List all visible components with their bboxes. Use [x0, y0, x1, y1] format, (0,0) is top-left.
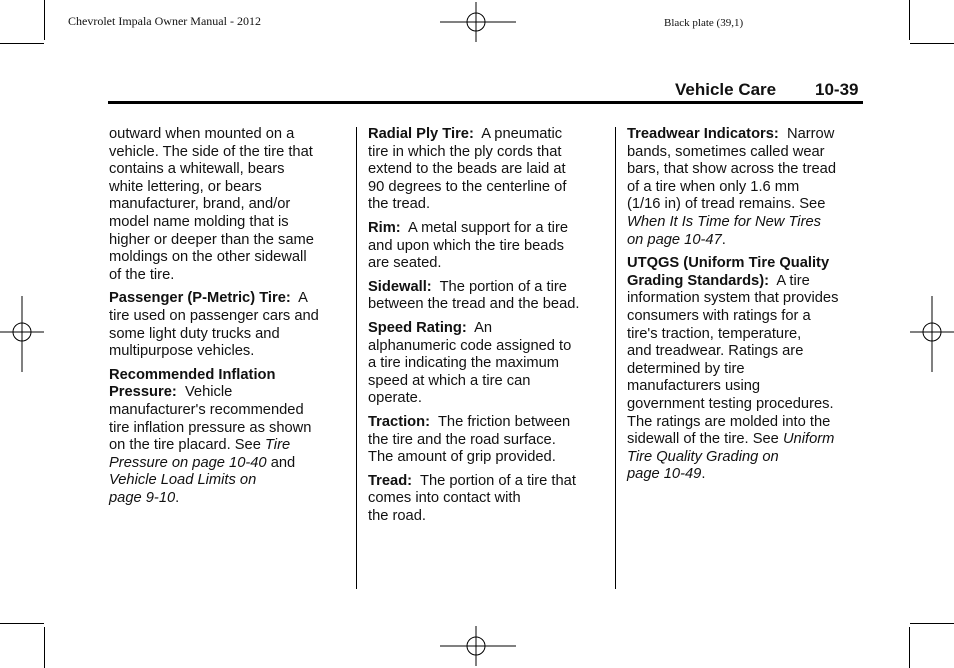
column-1: [109, 126, 349, 513]
term-label: Traction:: [368, 413, 431, 430]
column-divider: [356, 127, 357, 589]
definition-tread: Tread: The portion of a tire that comes into contact with the road.: [368, 472, 576, 524]
crop-mark: [909, 627, 910, 668]
definition-speed-rating: Speed Rating: An alphanumeric code assigned to a tire indicating the maximum speed at which a tire can operate.: [368, 319, 572, 407]
definition-recommended-inflation: Recommended Inflation Pressure: Vehicle manufacturer's recommended tire inflation pressure as shown on the tire placard. See Tire Pressure on page 10-40 and Vehicle Load Limits on page 9-10.: [109, 366, 312, 506]
definition-passenger-tire: Passenger (P-Metric) Tire: A tire used on passenger cars and some light duty trucks and multipurpose vehicles.: [109, 290, 319, 360]
term-label: Tread:: [368, 472, 413, 489]
crop-mark: [0, 43, 44, 44]
column-divider: [615, 127, 616, 589]
page-reference-link[interactable]: page 9-10: [109, 489, 176, 506]
definition-utqgs: UTQGS (Uniform Tire Quality Grading Standards): A tire information system that provides consumers with ratings for a tire's traction, temperature, and treadwear. Ratings are determined by tire manufacturers using government testing procedures. The ratings are molded into the sidewall of the tire. See Uniform Tire Quality Grading on page 10-49.: [627, 255, 839, 483]
page-number: 10-39: [815, 80, 859, 99]
registration-mark-icon: [440, 626, 516, 666]
definition-rim: Rim: A metal support for a tire and upon which the tire beads are seated.: [368, 219, 569, 272]
term-label: Rim:: [368, 219, 401, 236]
term-label: Pressure:: [109, 384, 177, 401]
page-reference-link[interactable]: Pressure on page 10-40: [109, 454, 267, 471]
page-reference-link[interactable]: Tire: [264, 437, 291, 454]
page-reference-link[interactable]: When It Is Time for New Tires: [627, 213, 821, 230]
page-reference-link[interactable]: Vehicle Load Limits on: [109, 472, 257, 489]
definition-radial-ply: Radial Ply Tire: A pneumatic tire in which the ply cords that extend to the beads are laid at 90 degrees to the centerline of the tread.: [368, 126, 567, 213]
definition-treadwear-indicators: Treadwear Indicators: Narrow bands, sometimes called wear bars, that show across the tread of a tire when only 1.6 mm (1/16 in) of tread remains. See When It Is Time for New Tires on page 10-47.: [627, 126, 836, 248]
term-label: Grading Standards):: [627, 272, 769, 289]
term-label: Radial Ply Tire:: [368, 126, 474, 142]
plate-label: Black plate (39,1): [664, 17, 744, 29]
crop-mark: [0, 623, 44, 624]
term-label: UTQGS (Uniform Tire Quality: [627, 255, 830, 272]
crop-mark: [44, 0, 45, 40]
registration-mark-icon: [910, 296, 954, 372]
crop-mark: [910, 623, 954, 624]
sidewall-continuation: outward when mounted on a vehicle. The side of the tire that contains a whitewall, bears white lettering, or bears manufacturer, brand, and/or model name molding that is higher or deeper than the same moldings on the other sidewall of the tire.: [109, 126, 314, 283]
registration-mark-icon: [0, 296, 44, 372]
term-label: Passenger (P-Metric) Tire:: [109, 290, 291, 307]
term-label: Sidewall:: [368, 278, 432, 295]
definition-traction: Traction: The friction between the tire and the road surface. The amount of grip provided.: [368, 413, 571, 466]
column-2: [368, 126, 610, 531]
crop-mark: [44, 627, 45, 668]
term-label: Speed Rating:: [368, 319, 467, 336]
term-label: Recommended Inflation: [109, 366, 276, 383]
page-reference-link[interactable]: Uniform: [782, 431, 835, 448]
definition-sidewall: Sidewall: The portion of a tire between the tread and the bead.: [368, 278, 580, 313]
column-3: [627, 126, 867, 490]
crop-mark: [910, 43, 954, 44]
crop-mark: [909, 0, 910, 40]
term-label: Treadwear Indicators:: [627, 126, 779, 142]
section-title: Vehicle Care: [675, 80, 777, 99]
header-rule: [108, 101, 863, 104]
manual-title: Chevrolet Impala Owner Manual - 2012: [68, 14, 261, 28]
registration-mark-icon: [440, 2, 516, 42]
page-reference-link[interactable]: page 10-49: [627, 466, 702, 483]
page-reference-link[interactable]: on page 10-47: [627, 231, 722, 248]
page-reference-link[interactable]: Tire Quality Grading on: [627, 448, 779, 465]
